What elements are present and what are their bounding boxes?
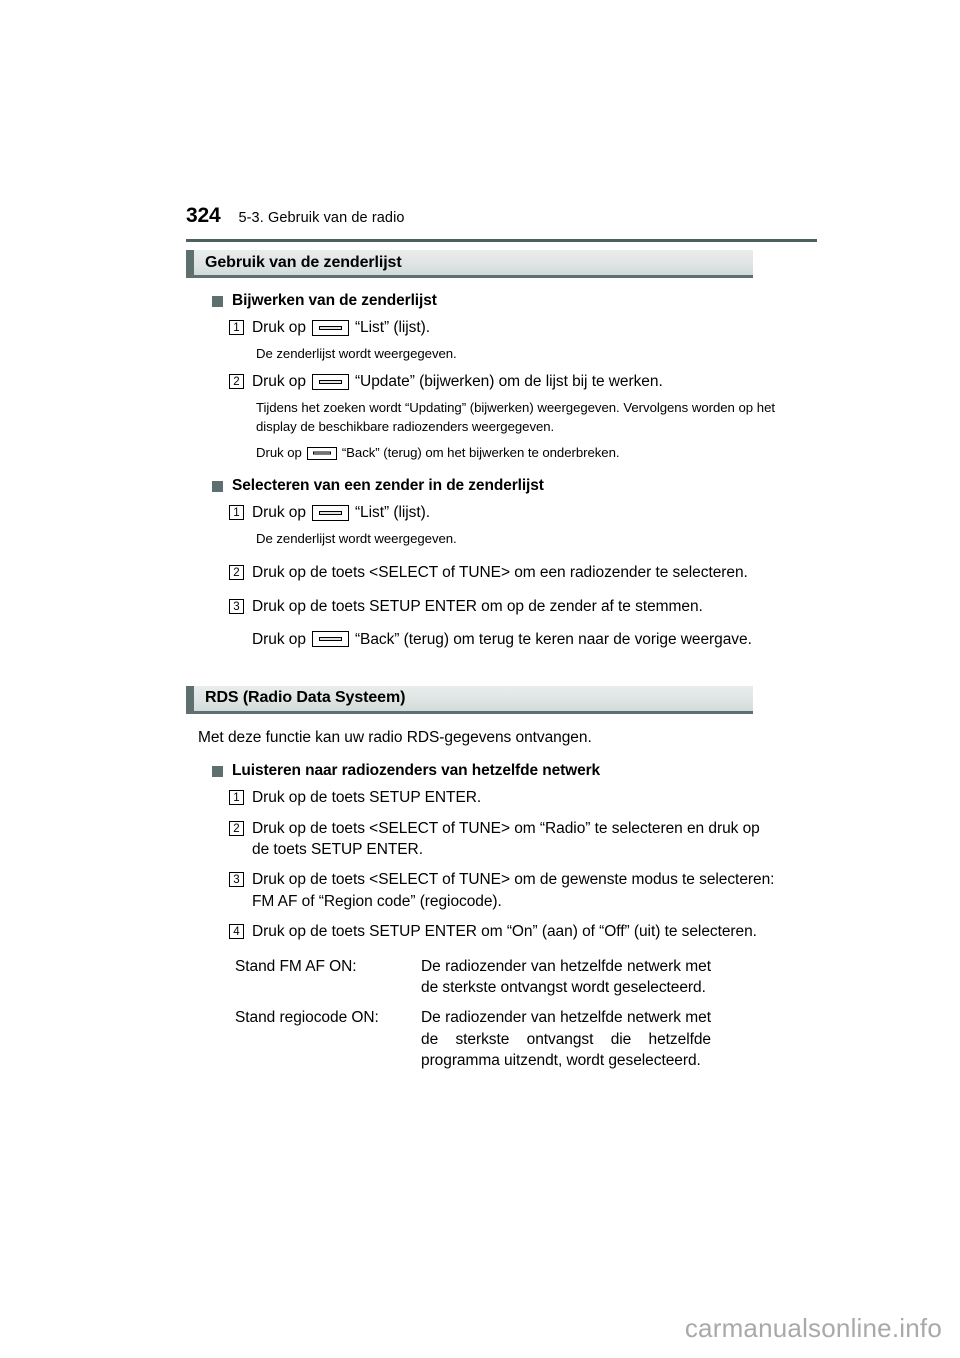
definition-row <box>235 1007 817 1072</box>
step-text <box>252 502 777 523</box>
step-item <box>229 562 817 583</box>
subheading-selecteren <box>212 477 817 495</box>
section-header-label: Gebruik van de zenderlijst <box>205 253 402 271</box>
step-number-badge: 1 <box>229 790 244 805</box>
step-note: De zenderlijst wordt weergegeven. <box>256 531 457 547</box>
softkey-button-icon[interactable] <box>312 505 349 521</box>
square-bullet-icon <box>212 481 223 492</box>
step-text <box>252 317 777 338</box>
step-number-badge: 2 <box>229 374 244 389</box>
subheading-label: Selecteren van een zender in de zenderlijst <box>232 476 544 494</box>
step-note: Tijdens het zoeken wordt “Updating” (bijwerken) weergegeven. Vervolgens worden op het display de beschikbare radiozenders weergegeven. <box>256 400 775 435</box>
step-text: Druk op de toets <SELECT of TUNE> om de gewenste modus te selecteren: FM AF of “Region code” (regiocode). <box>252 871 775 910</box>
subheading-luisteren <box>212 762 817 780</box>
page-header <box>186 204 816 228</box>
step-number-badge: 1 <box>229 320 244 335</box>
softkey-button-icon[interactable] <box>312 374 349 390</box>
softkey-button-icon[interactable] <box>312 631 349 647</box>
step-text-pre: Druk op <box>252 373 306 391</box>
square-bullet-icon <box>212 766 223 777</box>
note-text-post: “Back” (terug) om het bijwerken te onderbreken. <box>341 444 620 460</box>
step-item <box>229 317 817 338</box>
step-text-post: “List” (lijst). <box>354 319 430 336</box>
step-note: De zenderlijst wordt weergegeven. <box>256 346 457 362</box>
step-text <box>252 371 777 392</box>
step-note <box>256 444 775 463</box>
definition-row <box>235 956 817 999</box>
softkey-button-icon[interactable] <box>307 447 337 460</box>
definition-description: De radiozender van hetzelfde netwerk met de sterkste ontvangst wordt geselecteerd. <box>421 957 711 997</box>
step-text-post: “Update” (bijwerken) om de lijst bij te werken. <box>354 373 663 391</box>
section-header-zenderlijst <box>186 250 753 278</box>
softkey-button-icon[interactable] <box>312 320 349 336</box>
step-item <box>229 371 817 392</box>
step-note <box>252 629 776 650</box>
step-text: Druk op de toets SETUP ENTER om “On” (aan) of “Off” (uit) te selecteren. <box>252 923 757 941</box>
definition-term: Stand regiocode ON: <box>235 1008 379 1026</box>
step-number-badge: 4 <box>229 924 244 939</box>
step-number-badge: 3 <box>229 599 244 614</box>
step-text: Druk op de toets SETUP ENTER om op de zender af te stemmen. <box>252 598 703 616</box>
note-text-pre: Druk op <box>256 444 302 460</box>
step-item <box>229 596 817 617</box>
note-text-pre: Druk op <box>252 630 306 648</box>
definition-term: Stand FM AF ON: <box>235 957 357 975</box>
subheading-label: Bijwerken van de zenderlijst <box>232 292 437 309</box>
step-item <box>229 921 817 942</box>
section-header-rds <box>186 686 753 714</box>
subheading-bijwerken <box>212 292 817 310</box>
page-title: 5-3. Gebruik van de radio <box>238 210 405 226</box>
step-item <box>229 869 817 912</box>
subheading-label: Luisteren naar radiozenders van hetzelfde netwerk <box>232 762 601 780</box>
step-item <box>229 787 817 808</box>
step-text-post: “List” (lijst). <box>354 503 430 521</box>
rds-intro-text: Met deze functie kan uw radio RDS-gegevens ontvangen. <box>198 728 592 746</box>
section-header-label: RDS (Radio Data Systeem) <box>205 689 406 707</box>
step-number-badge: 2 <box>229 821 244 836</box>
watermark: carmanualsonline.info <box>684 1313 942 1343</box>
step-text: Druk op de toets <SELECT of TUNE> om een radiozender te selecteren. <box>252 563 748 581</box>
step-text-pre: Druk op <box>252 319 306 336</box>
step-item <box>229 502 817 523</box>
step-text-pre: Druk op <box>252 503 306 521</box>
step-item <box>229 818 817 861</box>
header-divider <box>186 239 817 242</box>
step-number-badge: 2 <box>229 565 244 580</box>
page-number: 324 <box>186 204 221 227</box>
step-number-badge: 1 <box>229 505 244 520</box>
definition-description: De radiozender van hetzelfde netwerk met de sterkste ontvangst die hetzelfde programma uitzendt, wordt geselecteerd. <box>421 1008 711 1070</box>
square-bullet-icon <box>212 296 223 307</box>
page-content <box>186 250 817 1072</box>
step-number-badge: 3 <box>229 872 244 887</box>
step-text: Druk op de toets SETUP ENTER. <box>252 789 482 807</box>
step-text: Druk op de toets <SELECT of TUNE> om “Radio” te selecteren en druk op de toets SETUP ENTER. <box>252 819 760 859</box>
note-text-post: “Back” (terug) om terug te keren naar de vorige weergave. <box>354 630 752 648</box>
